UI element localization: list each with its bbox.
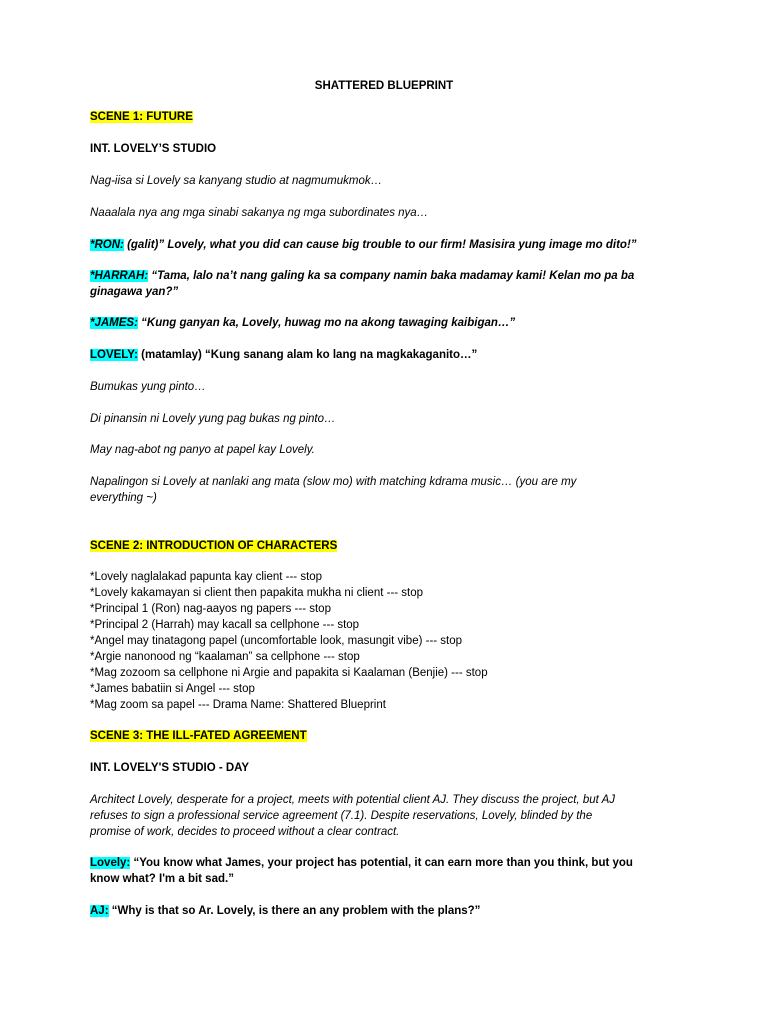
scene3-heading: SCENE 3: THE ILL-FATED AGREEMENT — [90, 730, 307, 742]
document-title: SHATTERED BLUEPRINT — [314, 80, 454, 92]
scene1-action-2: Naaalala nya ang mga sinabi sakanya ng mga subordinates nya… — [90, 207, 429, 219]
scene1-action-6: Napalingon si Lovely at nanlaki ang mata (slow mo) with matching kdrama music… (you are my — [90, 476, 577, 488]
list-item: *James babatiin si Angel --- stop — [90, 683, 255, 695]
dialogue-harrah: *HARRAH: “Tama, lalo na’t nang galing ka sa company namin baka madamay kami! Kelan mo pa ba — [90, 270, 635, 282]
character-name-aj: AJ: — [90, 905, 109, 917]
list-item: *Principal 1 (Ron) nag-aayos ng papers --- stop — [90, 603, 331, 615]
list-item: *Mag zoom sa papel --- Drama Name: Shattered Blueprint — [90, 699, 386, 711]
dialogue-james: *JAMES: “Kung ganyan ka, Lovely, huwag mo na akong tawaging kaibigan…” — [90, 317, 516, 329]
scene3-location: INT. LOVELY'S STUDIO - DAY — [90, 762, 250, 774]
dialogue-aj: AJ: “Why is that so Ar. Lovely, is there an any problem with the plans?” — [90, 905, 481, 917]
character-name-ron: *RON: — [90, 239, 124, 251]
character-name-harrah: *HARRAH: — [90, 270, 149, 282]
list-item: *Mag zozoom sa cellphone ni Argie and papakita si Kaalaman (Benjie) --- stop — [90, 667, 488, 679]
scene1-location: INT. LOVELY’S STUDIO — [90, 143, 217, 155]
scene2-heading: SCENE 2: INTRODUCTION OF CHARACTERS — [90, 540, 338, 552]
scene1-heading: SCENE 1: FUTURE — [90, 111, 193, 123]
dialogue-lovely: LOVELY: (matamlay) “Kung sanang alam ko lang na magkakaganito…” — [90, 349, 478, 361]
scene3-action-cont-2: promise of work, decides to proceed without a clear contract. — [90, 826, 400, 838]
dialogue-lovely-scene3: Lovely: “You know what James, your project has potential, it can earn more than you think, but you — [90, 857, 633, 869]
character-name-lovely-scene3: Lovely: — [90, 857, 131, 869]
character-name-james: *JAMES: — [90, 317, 138, 329]
list-item: *Principal 2 (Harrah) may kacall sa cellphone --- stop — [90, 619, 360, 631]
scene1-action-4: Di pinansin ni Lovely yung pag bukas ng pinto… — [90, 413, 336, 425]
scene1-action-3: Bumukas yung pinto… — [90, 381, 206, 393]
dialogue-ron: *RON: (galit)” Lovely, what you did can cause big trouble to our firm! Masisira yung image mo dito!” — [90, 239, 637, 251]
scene1-action-6-cont: everything ~) — [90, 492, 157, 504]
character-name-lovely: LOVELY: — [90, 349, 138, 361]
list-item: *Argie nanonood ng “kaalaman” sa cellphone --- stop — [90, 651, 360, 663]
list-item: *Lovely kakamayan si client then papakita mukha ni client --- stop — [90, 587, 424, 599]
scene1-action-1: Nag-iisa si Lovely sa kanyang studio at nagmumukmok… — [90, 175, 383, 187]
dialogue-harrah-cont: ginagawa yan?” — [90, 286, 179, 298]
list-item: *Lovely naglalakad papunta kay client --- stop — [90, 571, 323, 583]
scene1-action-5: May nag-abot ng panyo at papel kay Lovely. — [90, 444, 315, 456]
list-item: *Angel may tinatagong papel (uncomfortable look, masungit vibe) --- stop — [90, 635, 463, 647]
dialogue-lovely-scene3-cont: know what? I'm a bit sad.” — [90, 873, 234, 885]
scene3-action: Architect Lovely, desperate for a project, meets with potential client AJ. They discuss the project, but AJ — [90, 794, 615, 806]
scene3-action-cont-1: refuses to sign a professional service agreement (7.1). Despite reservations, Lovely, blinded by the — [90, 810, 593, 822]
